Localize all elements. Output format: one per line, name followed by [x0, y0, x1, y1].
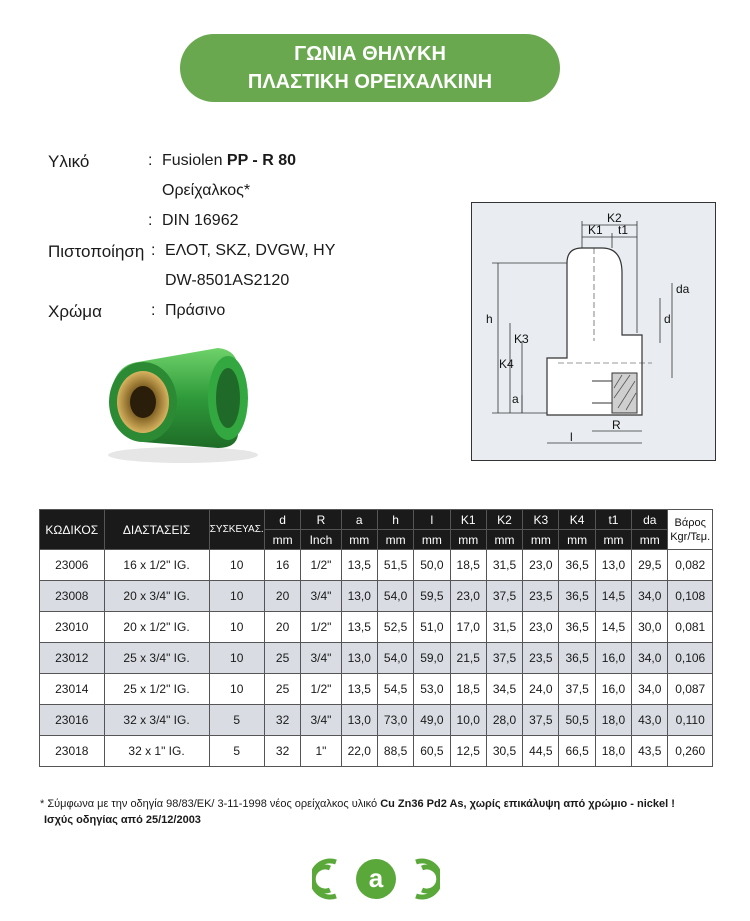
table-cell: 34,0 [632, 674, 668, 705]
header-cell: d [264, 510, 300, 530]
unit-cell: mm [559, 530, 595, 550]
table-cell: 32 [264, 736, 300, 767]
footnote-bold: Cu Zn36 Pd2 As, χωρίς επικάλυψη από χρώμιο - nickel ! [380, 798, 675, 810]
table-row [40, 705, 713, 736]
table-cell: 54,0 [377, 581, 413, 612]
certification-line-1: ΕΛΟΤ, SKZ, DVGW, HY [165, 242, 336, 259]
table-cell: 59,0 [414, 643, 450, 674]
color-value: Πράσινο [165, 302, 226, 319]
table-cell: 20 x 1/2" IG. [104, 612, 209, 643]
table-cell: 18,5 [450, 674, 486, 705]
label-d: d [664, 312, 671, 326]
table-cell: 0,106 [668, 643, 713, 674]
header-cell: K4 [559, 510, 595, 530]
table-cell: 30,5 [486, 736, 522, 767]
header-cell: K1 [450, 510, 486, 530]
colon: : [151, 242, 156, 259]
unit-cell: mm [595, 530, 631, 550]
table-cell: 10 [209, 581, 264, 612]
table-row [40, 550, 713, 581]
table-cell: 23,5 [523, 643, 559, 674]
material-value-bold: PP - R 80 [226, 152, 296, 169]
table-cell: 59,5 [414, 581, 450, 612]
header-cell: t1 [595, 510, 631, 530]
page-title [180, 34, 560, 102]
table-cell: 23010 [40, 612, 105, 643]
table-header-row [40, 510, 713, 530]
company-logo-icon [312, 856, 440, 902]
table-cell: 53,0 [414, 674, 450, 705]
label-h: h [486, 312, 493, 326]
table-cell: 23006 [40, 550, 105, 581]
table-cell: 34,0 [632, 643, 668, 674]
certification-label: Πιστοποίηση [48, 242, 145, 261]
table-cell: 13,0 [341, 705, 377, 736]
header-cell: da [632, 510, 668, 530]
table-cell: 17,0 [450, 612, 486, 643]
footnote-line-1 [40, 796, 740, 812]
table-cell: 73,0 [377, 705, 413, 736]
header-cell: ΣΥΣΚΕΥΑΣ. [209, 510, 264, 550]
table-cell: 0,082 [668, 550, 713, 581]
table-cell: 13,5 [341, 550, 377, 581]
table-cell: 0,108 [668, 581, 713, 612]
table-cell: 18,0 [595, 705, 631, 736]
material-value-prefix: Fusiolen [162, 152, 227, 169]
table-cell: 14,5 [595, 612, 631, 643]
table-row [40, 643, 713, 674]
weight-header-line-1: Βάρος [674, 516, 706, 529]
table-row [40, 736, 713, 767]
title-line-2: ΠΛΑΣΤΙΚΗ ΟΡΕΙΧΑΛΚΙΝΗ [247, 71, 493, 93]
table-cell: 13,0 [341, 643, 377, 674]
unit-cell: mm [450, 530, 486, 550]
table-cell: 10 [209, 612, 264, 643]
material-line-2: Ορείχαλκος* [162, 182, 251, 199]
table-body [40, 550, 713, 767]
table-cell: 18,0 [595, 736, 631, 767]
table-cell: 16,0 [595, 643, 631, 674]
table-cell: 1" [301, 736, 341, 767]
color-label: Χρώμα [48, 302, 102, 321]
table-cell: 31,5 [486, 612, 522, 643]
table-cell: 5 [209, 705, 264, 736]
unit-cell: mm [632, 530, 668, 550]
table-cell: 21,5 [450, 643, 486, 674]
table-row [40, 612, 713, 643]
table-cell: 16 x 1/2" IG. [104, 550, 209, 581]
table-cell: 20 [264, 581, 300, 612]
unit-cell: mm [486, 530, 522, 550]
table-cell: 54,0 [377, 643, 413, 674]
header-cell: R [301, 510, 341, 530]
table-cell: 3/4" [301, 581, 341, 612]
label-k1: K1 [588, 223, 603, 237]
header-cell: K3 [523, 510, 559, 530]
table-cell: 23008 [40, 581, 105, 612]
dimensions-table [39, 509, 713, 767]
label-a: a [512, 392, 519, 406]
table-cell: 88,5 [377, 736, 413, 767]
table-cell: 1/2" [301, 612, 341, 643]
table-cell: 5 [209, 736, 264, 767]
header-cell: h [377, 510, 413, 530]
table-cell: 51,5 [377, 550, 413, 581]
footnote-normal: * Σύμφωνα με την οδηγία 98/83/ΕΚ/ 3-11-1998 νέος ορείχαλκος υλικό [40, 798, 381, 810]
table-cell: 13,5 [341, 674, 377, 705]
table-row [40, 674, 713, 705]
table-cell: 32 [264, 705, 300, 736]
table-cell: 0,087 [668, 674, 713, 705]
material-value [162, 152, 296, 170]
table-cell: 31,5 [486, 550, 522, 581]
table-cell: 23016 [40, 705, 105, 736]
colon: : [151, 302, 156, 319]
table-cell: 1/2" [301, 674, 341, 705]
svg-text:a: a [368, 863, 384, 893]
unit-cell: mm [523, 530, 559, 550]
table-cell: 34,0 [632, 581, 668, 612]
table-cell: 50,5 [559, 705, 595, 736]
colon: : [148, 212, 153, 229]
table-cell: 3/4" [301, 643, 341, 674]
table-cell: 20 x 3/4" IG. [104, 581, 209, 612]
table-cell: 20 [264, 612, 300, 643]
footnote-line-2: Ισχύς οδηγίας από 25/12/2003 [44, 814, 201, 826]
table-cell: 30,0 [632, 612, 668, 643]
label-t1: t1 [618, 223, 629, 237]
table-cell: 32 x 1" IG. [104, 736, 209, 767]
footnote [40, 796, 740, 828]
table-cell: 22,0 [341, 736, 377, 767]
table-cell: 23018 [40, 736, 105, 767]
label-k4: K4 [499, 357, 514, 371]
table-cell: 54,5 [377, 674, 413, 705]
table-cell: 3/4" [301, 705, 341, 736]
table-cell: 24,0 [523, 674, 559, 705]
table-cell: 36,5 [559, 550, 595, 581]
table-cell: 23014 [40, 674, 105, 705]
table-cell: 43,5 [632, 736, 668, 767]
weight-header [668, 510, 713, 550]
table-cell: 36,5 [559, 643, 595, 674]
table-cell: 14,5 [595, 581, 631, 612]
header-cell: ΔΙΑΣΤΑΣΕΙΣ [104, 510, 209, 550]
label-r: R [612, 418, 621, 432]
table-cell: 12,5 [450, 736, 486, 767]
header-cell: l [414, 510, 450, 530]
table-cell: 37,5 [486, 581, 522, 612]
table-cell: 23,0 [523, 612, 559, 643]
table-cell: 25 x 3/4" IG. [104, 643, 209, 674]
table-cell: 25 [264, 674, 300, 705]
certification-line-2: DW-8501AS2120 [165, 272, 290, 289]
unit-cell: Inch [301, 530, 341, 550]
table-cell: 13,5 [341, 612, 377, 643]
table-cell: 29,5 [632, 550, 668, 581]
unit-cell: mm [414, 530, 450, 550]
table-cell: 16,0 [595, 674, 631, 705]
title-line-1: ΓΩΝΙΑ ΘΗΛΥΚΗ [294, 43, 446, 65]
table-cell: 23,5 [523, 581, 559, 612]
table-cell: 10 [209, 643, 264, 674]
table-cell: 23,0 [523, 550, 559, 581]
table-cell: 50,0 [414, 550, 450, 581]
table-cell: 25 x 1/2" IG. [104, 674, 209, 705]
table-cell: 25 [264, 643, 300, 674]
weight-header-line-2: Kgr/Τεμ. [670, 530, 711, 543]
table-cell: 44,5 [523, 736, 559, 767]
table-cell: 52,5 [377, 612, 413, 643]
standard-value: DIN 16962 [162, 212, 239, 229]
technical-drawing [471, 202, 716, 461]
table-cell: 23012 [40, 643, 105, 674]
unit-cell: mm [264, 530, 300, 550]
table-cell: 66,5 [559, 736, 595, 767]
table-cell: 1/2" [301, 550, 341, 581]
table-cell: 13,0 [341, 581, 377, 612]
table-row [40, 581, 713, 612]
table-cell: 60,5 [414, 736, 450, 767]
label-da: da [676, 282, 690, 296]
table-cell: 37,5 [559, 674, 595, 705]
table-cell: 10,0 [450, 705, 486, 736]
table-cell: 16 [264, 550, 300, 581]
table-cell: 0,260 [668, 736, 713, 767]
table-cell: 36,5 [559, 581, 595, 612]
table-cell: 10 [209, 550, 264, 581]
table-cell: 10 [209, 674, 264, 705]
material-label: Υλικό [48, 152, 90, 171]
table-cell: 43,0 [632, 705, 668, 736]
table-cell: 23,0 [450, 581, 486, 612]
table-cell: 0,110 [668, 705, 713, 736]
unit-cell: mm [377, 530, 413, 550]
label-k3: K3 [514, 332, 529, 346]
table-cell: 32 x 3/4" IG. [104, 705, 209, 736]
unit-cell: mm [341, 530, 377, 550]
table-cell: 18,5 [450, 550, 486, 581]
table-cell: 37,5 [523, 705, 559, 736]
header-cell: K2 [486, 510, 522, 530]
table-cell: 34,5 [486, 674, 522, 705]
table-cell: 37,5 [486, 643, 522, 674]
table-cell: 36,5 [559, 612, 595, 643]
table-cell: 13,0 [595, 550, 631, 581]
header-cell: a [341, 510, 377, 530]
colon: : [148, 152, 153, 169]
header-cell: ΚΩΔΙΚΟΣ [40, 510, 105, 550]
product-photo-icon [98, 330, 268, 465]
table-cell: 49,0 [414, 705, 450, 736]
table-cell: 51,0 [414, 612, 450, 643]
label-k2: K2 [607, 211, 622, 225]
table-cell: 0,081 [668, 612, 713, 643]
label-l: l [570, 430, 573, 444]
table-cell: 28,0 [486, 705, 522, 736]
